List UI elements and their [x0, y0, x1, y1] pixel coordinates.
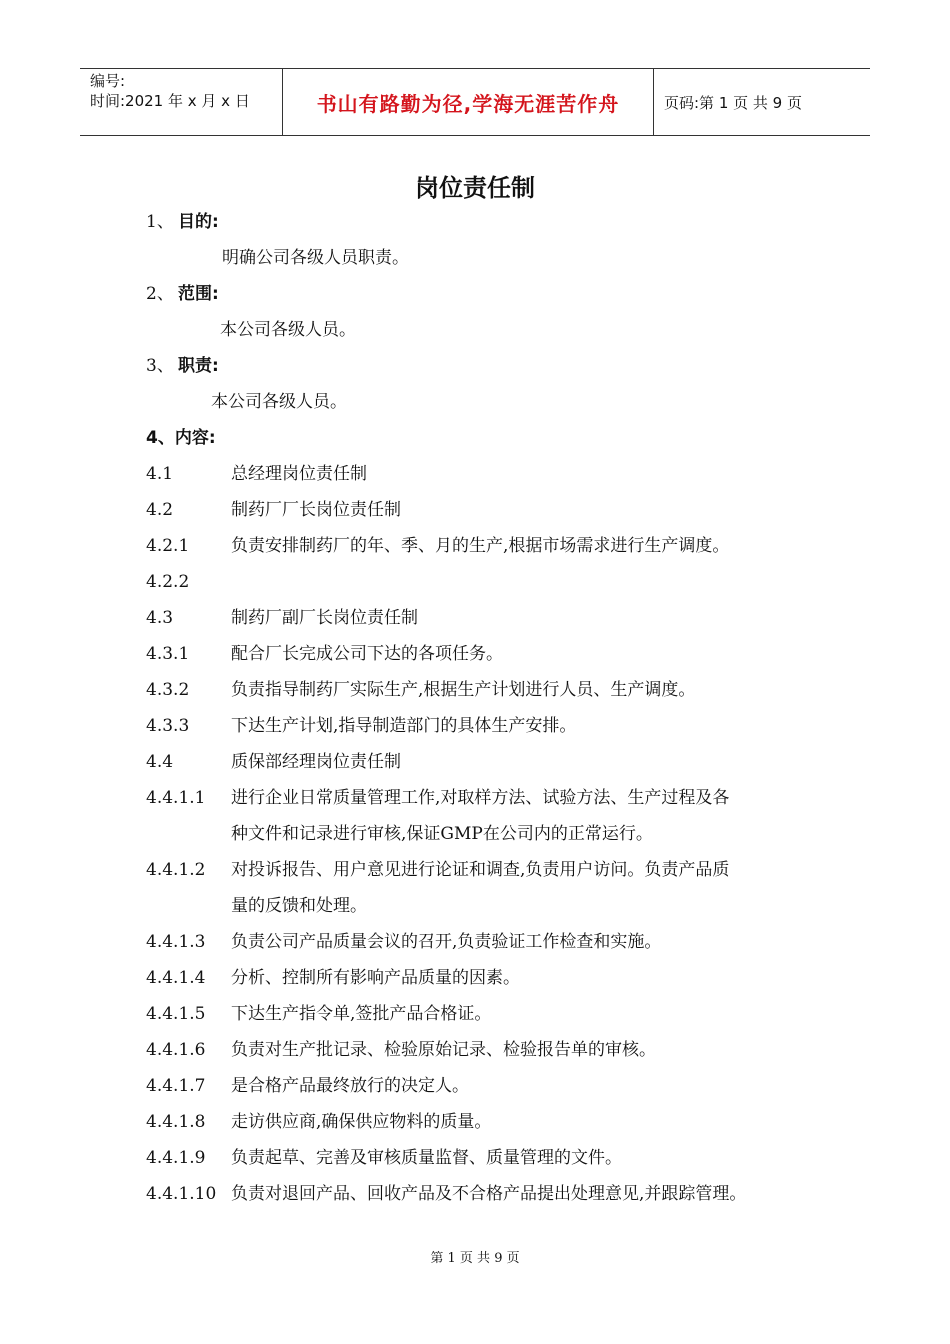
item-text: 质保部经理岗位责任制	[231, 752, 401, 772]
section-label: 职责:	[178, 356, 219, 376]
item-number: 4.4.1.3	[146, 932, 206, 952]
header-left-cell	[80, 69, 282, 135]
item-number: 4.2.1	[146, 536, 190, 556]
page-title: 岗位责任制	[415, 174, 535, 202]
document-header	[80, 68, 870, 136]
section-number: 1、	[146, 212, 174, 232]
item-text: 总经理岗位责任制	[231, 464, 367, 484]
section-1-body: 明确公司各级人员职责。	[222, 248, 409, 268]
item-text: 对投诉报告、用户意见进行论证和调查,负责用户访问。负责产品质	[231, 860, 730, 880]
item-text: 制药厂副厂长岗位责任制	[231, 608, 418, 628]
item-text: 负责公司产品质量会议的召开,负责验证工作检查和实施。	[231, 932, 662, 952]
section-number: 3、	[146, 356, 174, 376]
item-number: 4.1	[146, 464, 174, 484]
item-number: 4.3.1	[146, 644, 190, 664]
item-text: 分析、控制所有影响产品质量的因素。	[231, 968, 520, 988]
item-number: 4.2	[146, 500, 174, 520]
motto: 书山有路勤为径,学海无涯苦作舟	[282, 69, 654, 135]
item-number: 4.4.1.8	[146, 1112, 206, 1132]
item-number: 4.4.1.5	[146, 1004, 206, 1024]
item-text: 是合格产品最终放行的决定人。	[231, 1076, 469, 1096]
section-2-body: 本公司各级人员。	[220, 320, 356, 340]
item-number: 4.4.1.10	[146, 1184, 217, 1204]
item-text: 下达生产计划,指导制造部门的具体生产安排。	[231, 716, 577, 736]
item-number: 4.4.1.9	[146, 1148, 206, 1168]
section-4-heading	[146, 426, 216, 450]
item-text-continuation: 种文件和记录进行审核,保证GMP在公司内的正常运行。	[231, 824, 653, 844]
item-text: 负责安排制药厂的年、季、月的生产,根据市场需求进行生产调度。	[231, 536, 730, 556]
item-text: 配合厂长完成公司下达的各项任务。	[231, 644, 503, 664]
item-text: 负责指导制药厂实际生产,根据生产计划进行人员、生产调度。	[231, 680, 696, 700]
item-text: 下达生产指令单,签批产品合格证。	[231, 1004, 492, 1024]
item-text: 走访供应商,确保供应物料的质量。	[231, 1112, 492, 1132]
item-number: 4.4	[146, 752, 174, 772]
item-text: 负责对退回产品、回收产品及不合格产品提出处理意见,并跟踪管理。	[231, 1184, 747, 1204]
item-number: 4.3.2	[146, 680, 190, 700]
page-info: 页码:第 1 页 共 9 页	[664, 93, 802, 112]
section-3-body: 本公司各级人员。	[211, 392, 347, 412]
item-text: 进行企业日常质量管理工作,对取样方法、试验方法、生产过程及各	[231, 788, 730, 808]
item-number: 4.4.1.7	[146, 1076, 206, 1096]
section-number: 2、	[146, 284, 174, 304]
section-label: 范围:	[178, 284, 219, 304]
item-number: 4.4.1.6	[146, 1040, 206, 1060]
item-number: 4.4.1.2	[146, 860, 206, 880]
item-number: 4.3.3	[146, 716, 190, 736]
section-label: 目的:	[178, 212, 219, 232]
time-label: 时间:2021 年 x 月 x 日	[90, 92, 250, 110]
page-footer: 第 1 页 共 9 页	[430, 1251, 520, 1266]
item-text: 负责对生产批记录、检验原始记录、检验报告单的审核。	[231, 1040, 656, 1060]
item-number: 4.4.1.1	[146, 788, 206, 808]
item-number: 4.2.2	[146, 572, 190, 592]
item-number: 4.3	[146, 608, 174, 628]
item-text-continuation: 量的反馈和处理。	[231, 896, 367, 916]
section-label: 4、内容:	[146, 428, 216, 448]
item-text: 制药厂厂长岗位责任制	[231, 500, 401, 520]
item-text: 负责起草、完善及审核质量监督、质量管理的文件。	[231, 1148, 622, 1168]
item-number: 4.4.1.4	[146, 968, 206, 988]
code-label: 编号:	[90, 72, 126, 90]
